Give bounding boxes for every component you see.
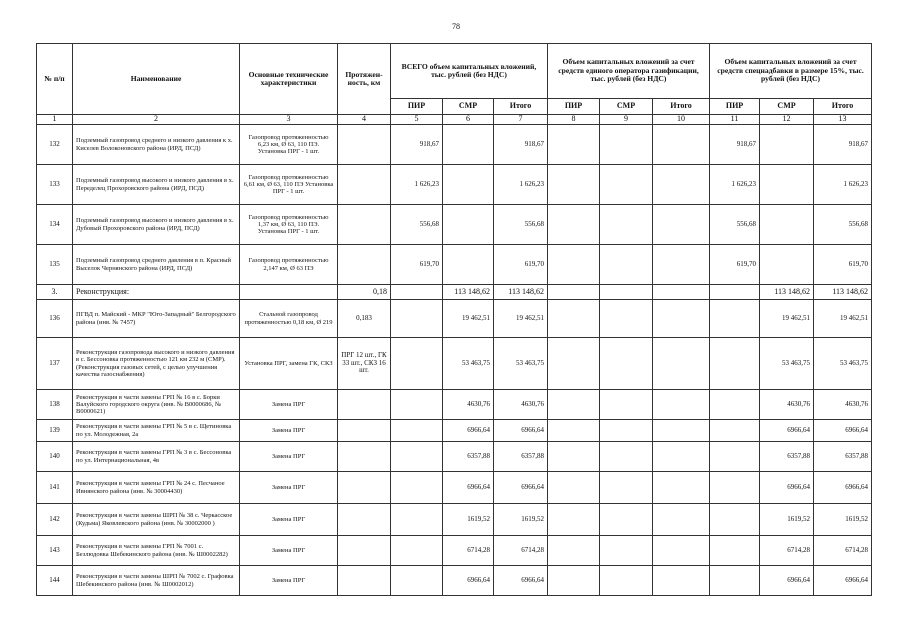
table-row — [37, 566, 872, 596]
table-row — [37, 536, 872, 566]
row-sp-smr: 6966,64 — [760, 420, 814, 442]
row-pir — [391, 300, 443, 338]
row-op-pir — [548, 205, 600, 245]
row-sp-pir: 1 626,23 — [710, 165, 760, 205]
row-op-total — [653, 125, 710, 165]
row-sp-total: 1619,52 — [814, 504, 872, 536]
row-total: 4630,76 — [494, 390, 548, 420]
row-op-pir — [548, 420, 600, 442]
row-smr — [443, 245, 494, 285]
row-number: 141 — [37, 472, 73, 504]
row-sp-pir — [710, 442, 760, 472]
header-name: Наименование — [73, 44, 240, 115]
column-number: 7 — [494, 115, 548, 125]
section-number: 3. — [37, 285, 73, 300]
section-op-pir — [548, 285, 600, 300]
row-pir — [391, 536, 443, 566]
column-number: 3 — [240, 115, 338, 125]
row-total: 918,67 — [494, 125, 548, 165]
table-row — [37, 390, 872, 420]
row-smr — [443, 165, 494, 205]
row-op-smr — [600, 420, 653, 442]
row-smr: 6966,64 — [443, 420, 494, 442]
row-sp-total: 6966,64 — [814, 566, 872, 596]
row-length — [338, 245, 391, 285]
column-number: 8 — [548, 115, 600, 125]
column-number-row — [37, 115, 872, 125]
row-total: 1619,52 — [494, 504, 548, 536]
row-name: Реконструкция газопровода высокого и низкого давления в с. Бессоновка протяженностью 121 км 232 м (СМР). (Реконструкция газовых сетей, с целью улучшения качества газоснабжения) — [73, 338, 240, 390]
row-number: 140 — [37, 442, 73, 472]
row-sp-total: 53 463,75 — [814, 338, 872, 390]
investment-table — [36, 43, 872, 596]
row-pir — [391, 504, 443, 536]
row-pir — [391, 338, 443, 390]
row-sp-smr — [760, 165, 814, 205]
row-op-smr — [600, 504, 653, 536]
row-total: 6357,88 — [494, 442, 548, 472]
row-length: ПРГ 12 шт., ГК 33 шт., СКЗ 16 шт. — [338, 338, 391, 390]
section-row — [37, 285, 872, 300]
row-specs: Замена ПРГ — [240, 504, 338, 536]
row-pir — [391, 420, 443, 442]
section-op-total — [653, 285, 710, 300]
row-sp-total: 6357,88 — [814, 442, 872, 472]
section-sp-smr: 113 148,62 — [760, 285, 814, 300]
header-num: № п/п — [37, 44, 73, 115]
row-sp-pir — [710, 566, 760, 596]
header-length: Протяжен-ность, км — [338, 44, 391, 115]
row-length — [338, 504, 391, 536]
row-op-smr — [600, 300, 653, 338]
row-pir — [391, 390, 443, 420]
row-length: 0,183 — [338, 300, 391, 338]
row-sp-total: 6966,64 — [814, 472, 872, 504]
row-op-total — [653, 205, 710, 245]
row-specs: Установка ПРГ, замена ГК, СКЗ — [240, 338, 338, 390]
section-total: 113 148,62 — [494, 285, 548, 300]
row-smr: 6966,64 — [443, 566, 494, 596]
row-sp-smr: 19 462,51 — [760, 300, 814, 338]
row-number: 137 — [37, 338, 73, 390]
row-sp-pir — [710, 536, 760, 566]
row-smr: 4630,76 — [443, 390, 494, 420]
row-smr — [443, 205, 494, 245]
row-sp-total: 6714,28 — [814, 536, 872, 566]
column-number: 5 — [391, 115, 443, 125]
row-name: Реконструкция в части замены ГРП № 3 в с. Бессоновка по ул. Интернациональная, 4в — [73, 442, 240, 472]
row-op-smr — [600, 566, 653, 596]
row-sp-pir — [710, 338, 760, 390]
row-name: Подземный газопровод высокого и низкого давления в х. Переделец Прохоровского района (ИРД, ПСД) — [73, 165, 240, 205]
section-sp-pir — [710, 285, 760, 300]
row-op-pir — [548, 300, 600, 338]
row-op-total — [653, 504, 710, 536]
row-op-smr — [600, 390, 653, 420]
row-op-smr — [600, 125, 653, 165]
row-number: 142 — [37, 504, 73, 536]
table-row — [37, 125, 872, 165]
row-op-total — [653, 566, 710, 596]
section-pir — [391, 285, 443, 300]
row-sp-smr: 6966,64 — [760, 566, 814, 596]
row-op-total — [653, 245, 710, 285]
row-sp-total: 1 626,23 — [814, 165, 872, 205]
row-sp-smr — [760, 205, 814, 245]
row-op-pir — [548, 125, 600, 165]
row-sp-smr — [760, 125, 814, 165]
row-sp-smr — [760, 245, 814, 285]
subheader-pir: ПИР — [548, 99, 600, 115]
row-op-pir — [548, 338, 600, 390]
row-total: 1 626,23 — [494, 165, 548, 205]
row-pir: 918,67 — [391, 125, 443, 165]
row-length — [338, 472, 391, 504]
row-specs: Стальной газопровод протяженностью 0,18 км, Ø 219 — [240, 300, 338, 338]
section-sp-total: 113 148,62 — [814, 285, 872, 300]
row-op-smr — [600, 472, 653, 504]
row-sp-smr: 6357,88 — [760, 442, 814, 472]
section-smr: 113 148,62 — [443, 285, 494, 300]
subheader-total: Итого — [653, 99, 710, 115]
table-row — [37, 300, 872, 338]
row-sp-pir — [710, 472, 760, 504]
column-number: 11 — [710, 115, 760, 125]
row-sp-total: 918,67 — [814, 125, 872, 165]
row-smr: 6714,28 — [443, 536, 494, 566]
table-row — [37, 165, 872, 205]
row-total: 6714,28 — [494, 536, 548, 566]
row-name: Подземный газопровод среднего и низкого давления к х. Киселев Волоконовского района (ИРД, ПСД) — [73, 125, 240, 165]
table-row — [37, 338, 872, 390]
row-length — [338, 165, 391, 205]
row-smr: 6357,88 — [443, 442, 494, 472]
row-name: Реконструкция в части замены ГРП № 24 с. Песчаное Ивнянского района (инв. № 30004430) — [73, 472, 240, 504]
row-smr — [443, 125, 494, 165]
row-total: 6966,64 — [494, 566, 548, 596]
header-group-total: ВСЕГО объем капитальных вложений, тыс. рублей (без НДС) — [391, 44, 548, 99]
row-name: Подземный газопровод высокого и низкого давления в х. Дубовый Прохоровского района (ИРД, ПСД) — [73, 205, 240, 245]
column-number: 9 — [600, 115, 653, 125]
row-op-total — [653, 390, 710, 420]
table-row — [37, 245, 872, 285]
row-name: ПГВД п. Майский - МКР "Юго-Западный" Белгородского района (инв. № 7457) — [73, 300, 240, 338]
section-title: Реконструкция: — [73, 285, 240, 300]
row-name: Реконструкция в части замены ГРП № 5 в с. Щетиновка по ул. Молодежная, 2а — [73, 420, 240, 442]
row-op-pir — [548, 566, 600, 596]
row-op-pir — [548, 472, 600, 504]
column-number: 10 — [653, 115, 710, 125]
subheader-pir: ПИР — [710, 99, 760, 115]
row-specs: Замена ПРГ — [240, 536, 338, 566]
row-specs: Замена ПРГ — [240, 420, 338, 442]
row-op-total — [653, 338, 710, 390]
header-group-operator: Объем капитальных вложений за счет средств единого оператора газификации, тыс. рублей (без НДС) — [548, 44, 710, 99]
row-op-pir — [548, 442, 600, 472]
row-sp-pir — [710, 420, 760, 442]
row-sp-smr: 53 463,75 — [760, 338, 814, 390]
row-sp-pir: 619,70 — [710, 245, 760, 285]
row-pir: 556,68 — [391, 205, 443, 245]
row-number: 132 — [37, 125, 73, 165]
row-specs: Замена ПРГ — [240, 390, 338, 420]
row-total: 619,70 — [494, 245, 548, 285]
row-sp-smr: 1619,52 — [760, 504, 814, 536]
row-name: Реконструкция в части замены ГРП № 7001 с. Безлюдовка Шебекинского района (инв. № Ш0002282) — [73, 536, 240, 566]
row-specs: Замена ПРГ — [240, 472, 338, 504]
row-total: 19 462,51 — [494, 300, 548, 338]
subheader-total: Итого — [494, 99, 548, 115]
row-op-smr — [600, 245, 653, 285]
row-number: 136 — [37, 300, 73, 338]
row-op-pir — [548, 536, 600, 566]
row-total: 6966,64 — [494, 472, 548, 504]
row-op-smr — [600, 442, 653, 472]
subheader-smr: СМР — [443, 99, 494, 115]
row-number: 134 — [37, 205, 73, 245]
row-pir: 619,70 — [391, 245, 443, 285]
table-row — [37, 442, 872, 472]
row-smr: 19 462,51 — [443, 300, 494, 338]
section-specs — [240, 285, 338, 300]
row-total: 556,68 — [494, 205, 548, 245]
row-sp-pir: 918,67 — [710, 125, 760, 165]
row-length — [338, 205, 391, 245]
header-group-special: Объем капитальных вложений за счет средств спецнадбавки в размере 15%, тыс. рублей (без НДС) — [710, 44, 872, 99]
row-sp-smr: 4630,76 — [760, 390, 814, 420]
row-specs: Замена ПРГ — [240, 566, 338, 596]
subheader-pir: ПИР — [391, 99, 443, 115]
row-number: 139 — [37, 420, 73, 442]
row-sp-total: 6966,64 — [814, 420, 872, 442]
row-sp-pir — [710, 300, 760, 338]
row-op-total — [653, 165, 710, 205]
row-length — [338, 536, 391, 566]
row-pir — [391, 566, 443, 596]
table-row — [37, 472, 872, 504]
table-row — [37, 205, 872, 245]
row-op-smr — [600, 165, 653, 205]
row-sp-pir — [710, 504, 760, 536]
row-op-total — [653, 536, 710, 566]
section-length: 0,18 — [338, 285, 391, 300]
row-number: 143 — [37, 536, 73, 566]
row-sp-total: 4630,76 — [814, 390, 872, 420]
table-row — [37, 504, 872, 536]
row-op-smr — [600, 205, 653, 245]
table-body — [37, 115, 872, 596]
row-sp-pir: 556,68 — [710, 205, 760, 245]
row-name: Реконструкция в части замены ШРП № 7002 с. Графовка Шебекинского района (инв. № Ш0002012) — [73, 566, 240, 596]
row-specs: Газопровод протяженностью 6,23 км, Ø 63, 110 ПЭ. Установка ПРГ - 1 шт. — [240, 125, 338, 165]
row-specs: Замена ПРГ — [240, 442, 338, 472]
row-pir: 1 626,23 — [391, 165, 443, 205]
row-smr: 53 463,75 — [443, 338, 494, 390]
row-sp-total: 19 462,51 — [814, 300, 872, 338]
row-sp-smr: 6966,64 — [760, 472, 814, 504]
column-number: 4 — [338, 115, 391, 125]
row-total: 6966,64 — [494, 420, 548, 442]
row-length — [338, 420, 391, 442]
subheader-smr: СМР — [760, 99, 814, 115]
row-name: Реконструкция в части замены ГРП № 16 в с. Борки Валуйского городского округа (инв. № В0000686, № В0000621) — [73, 390, 240, 420]
row-total: 53 463,75 — [494, 338, 548, 390]
subheader-total: Итого — [814, 99, 872, 115]
row-op-smr — [600, 536, 653, 566]
row-op-pir — [548, 504, 600, 536]
row-op-total — [653, 472, 710, 504]
table-row — [37, 420, 872, 442]
row-length — [338, 390, 391, 420]
row-op-pir — [548, 390, 600, 420]
row-length — [338, 125, 391, 165]
row-op-smr — [600, 338, 653, 390]
row-name: Реконструкция в части замены ШРП № 38 с. Черкасское (Кудьма) Яковлевского района (инв. № 30002000 ) — [73, 504, 240, 536]
row-length — [338, 566, 391, 596]
row-number: 133 — [37, 165, 73, 205]
row-pir — [391, 442, 443, 472]
page-number: 78 — [452, 22, 460, 31]
row-sp-smr: 6714,28 — [760, 536, 814, 566]
row-op-total — [653, 420, 710, 442]
row-smr: 6966,64 — [443, 472, 494, 504]
section-op-smr — [600, 285, 653, 300]
row-op-total — [653, 300, 710, 338]
row-number: 135 — [37, 245, 73, 285]
row-op-pir — [548, 165, 600, 205]
subheader-smr: СМР — [600, 99, 653, 115]
column-number: 1 — [37, 115, 73, 125]
row-sp-total: 619,70 — [814, 245, 872, 285]
header-specs: Основные технические характеристики — [240, 44, 338, 115]
row-op-pir — [548, 245, 600, 285]
row-sp-pir — [710, 390, 760, 420]
row-specs: Газопровод протяженностью 1,37 км, Ø 63, 110 ПЭ. Установка ПРГ - 1 шт. — [240, 205, 338, 245]
row-specs: Газопровод протяженностью 2,147 км, Ø 63 ПЭ — [240, 245, 338, 285]
row-name: Подземный газопровод среднего давления в п. Красный Выселок Чернянского района (ИРД, ПСД) — [73, 245, 240, 285]
column-number: 6 — [443, 115, 494, 125]
row-specs: Газопровод протяженностью 6,61 км, Ø 63, 110 ПЭ Установка ПРГ - 1 шт. — [240, 165, 338, 205]
column-number: 2 — [73, 115, 240, 125]
column-number: 13 — [814, 115, 872, 125]
row-pir — [391, 472, 443, 504]
row-op-total — [653, 442, 710, 472]
row-length — [338, 442, 391, 472]
row-number: 138 — [37, 390, 73, 420]
row-smr: 1619,52 — [443, 504, 494, 536]
column-number: 12 — [760, 115, 814, 125]
row-number: 144 — [37, 566, 73, 596]
row-sp-total: 556,68 — [814, 205, 872, 245]
